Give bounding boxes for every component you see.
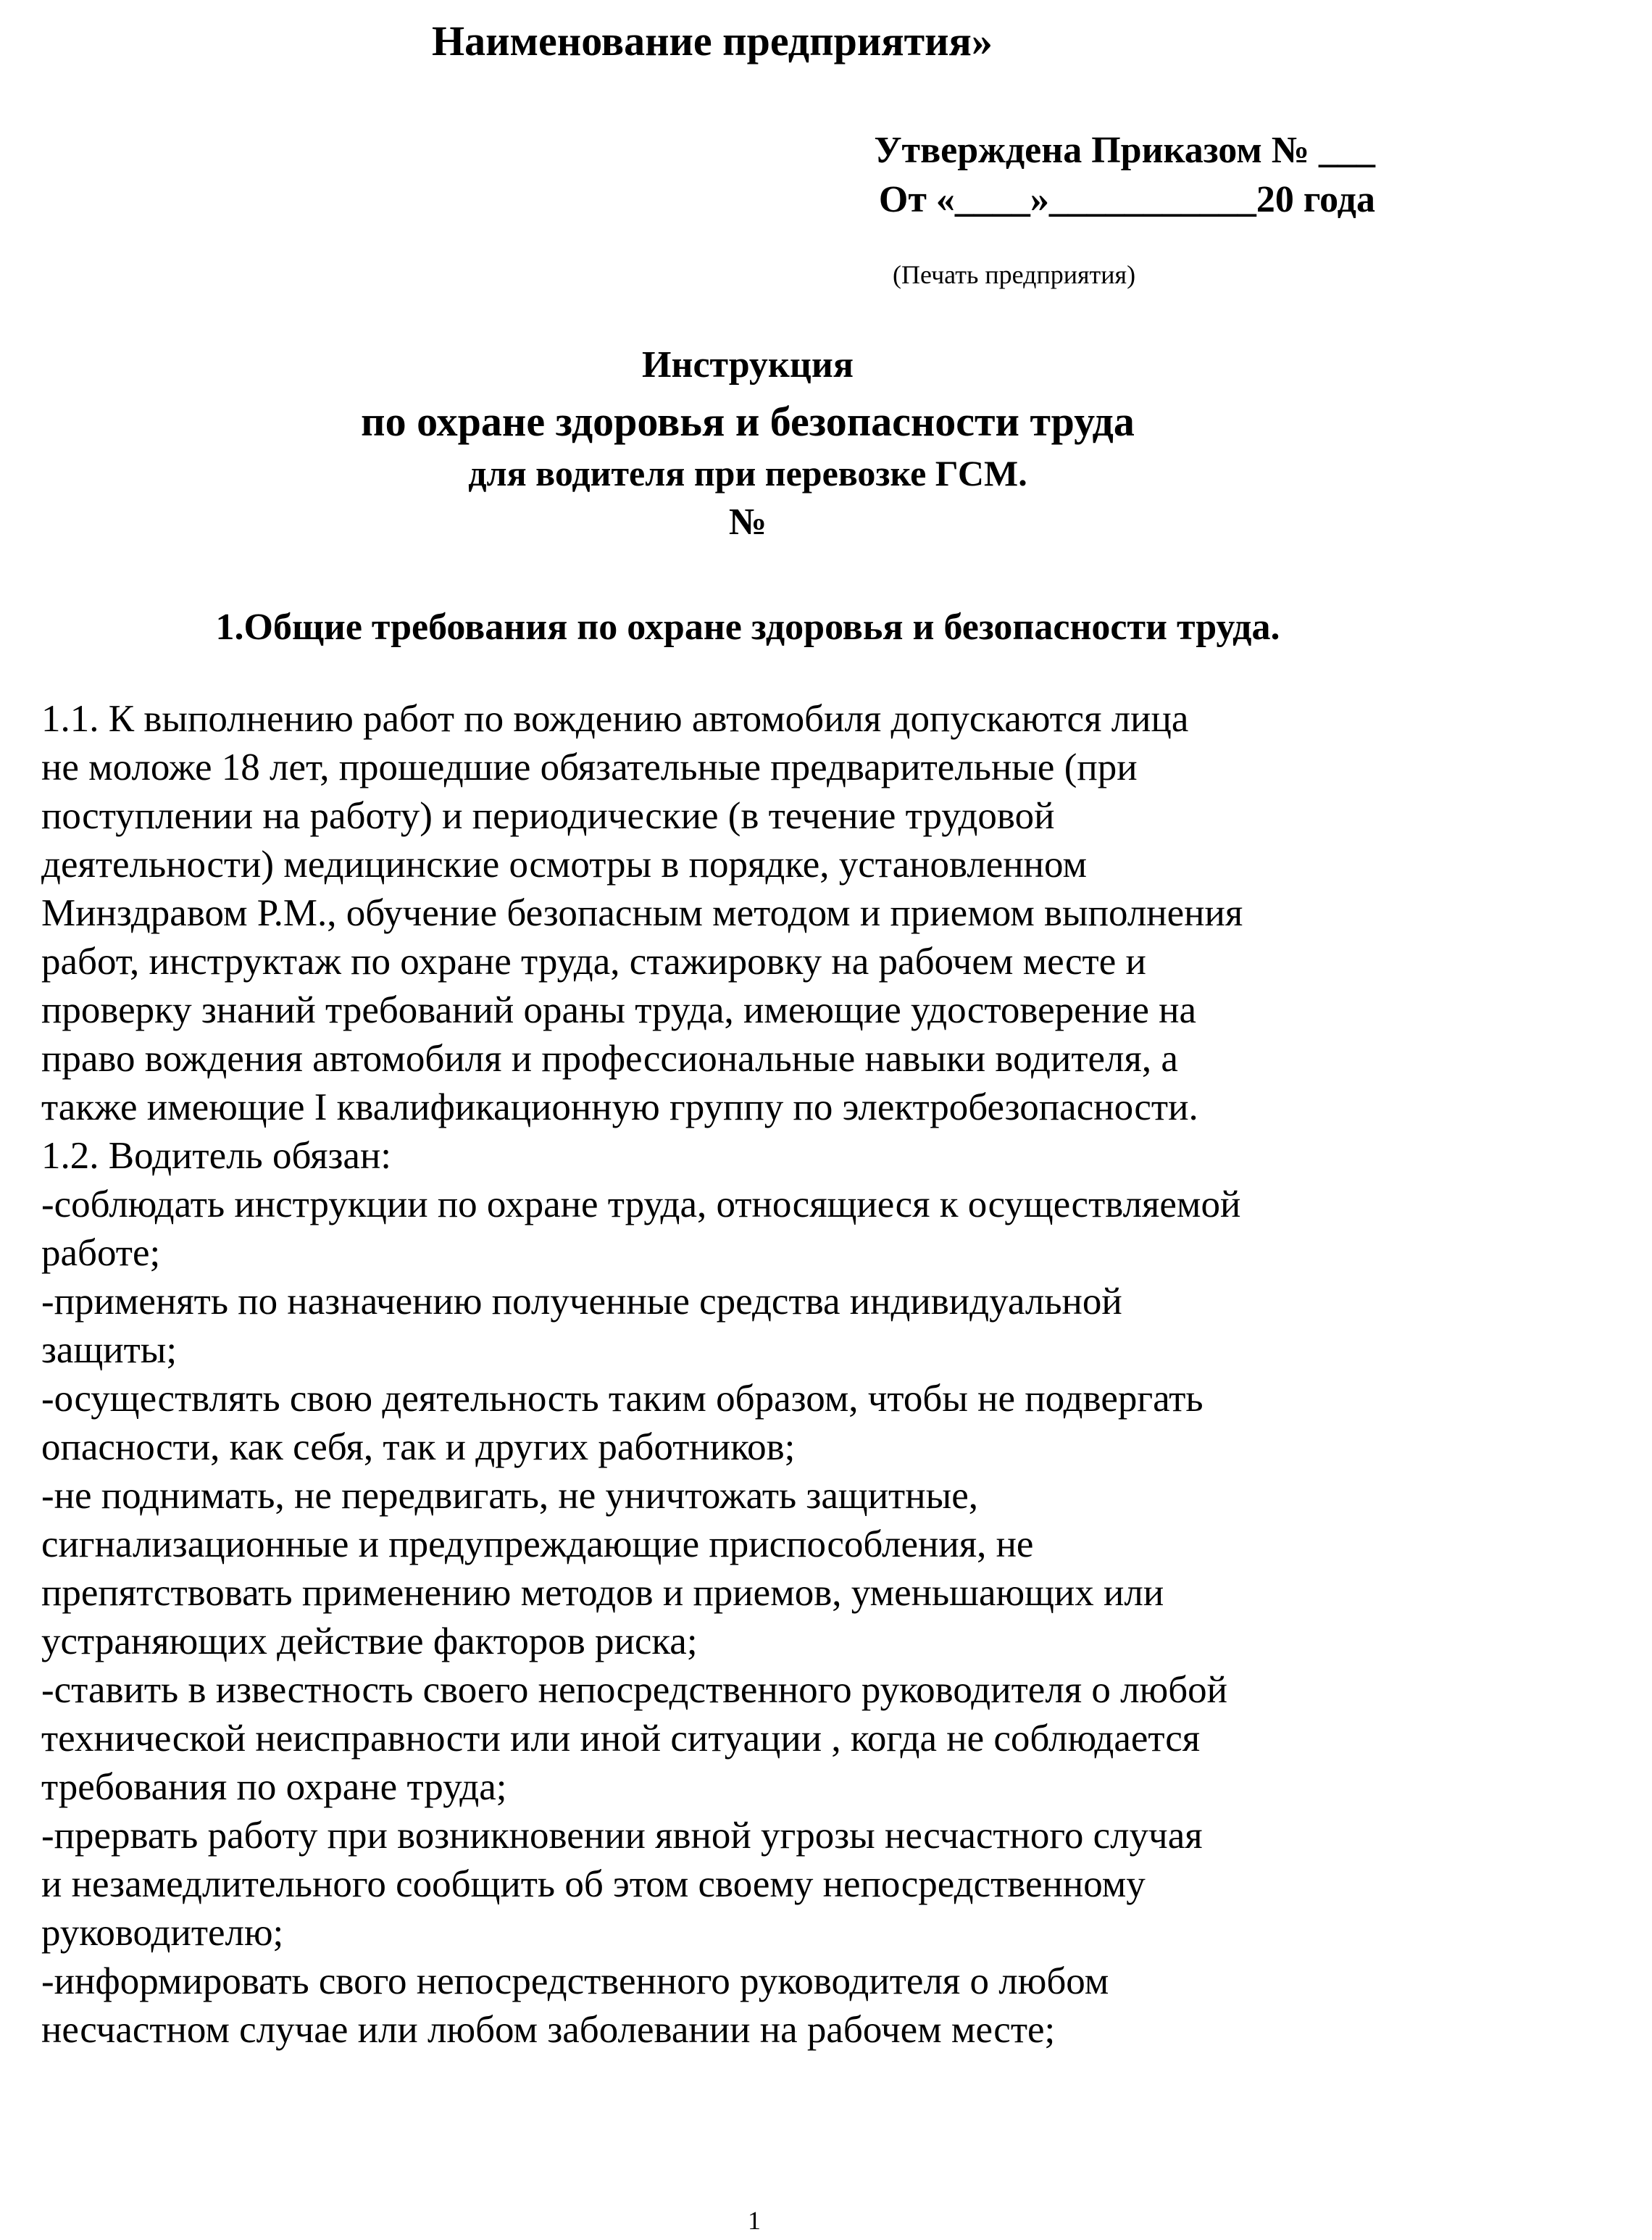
body-line: руководителю; [41,1912,284,1954]
company-name: Наименование предприятия» [432,17,993,64]
body-line: право вождения автомобиля и профессиональные навыки водителя, а [41,1038,1178,1080]
body-line: -применять по назначению полученные средства индивидуальной [41,1281,1122,1323]
body-line: проверку знаний требований ораны труда, имеющие удостоверение на [41,989,1197,1031]
body-line: требования по охране труда; [41,1766,507,1808]
body-line: сигнализационные и предупреждающие приспособления, не [41,1523,1034,1565]
body-line: Минздравом Р.М., обучение безопасным методом и приемом выполнения [41,892,1243,934]
body-line: -прервать работу при возникновении явной угрозы несчастного случая [41,1815,1203,1857]
body-line: 1.2. Водитель обязан: [41,1135,392,1177]
section-heading: 1.Общие требования по охране здоровья и безопасности труда. [215,607,1280,648]
body-line: препятствовать применению методов и приемов, уменьшающих или [41,1572,1164,1614]
body-line: технической неисправности или иной ситуации , когда не соблюдается [41,1718,1201,1760]
body-line: несчастном случае или любом заболевании на рабочем месте; [41,2009,1056,2051]
body-line: -осуществлять свою деятельность таким образом, чтобы не подвергать [41,1378,1203,1420]
body-line: также имеющие I квалификационную группу по электробезопасности. [41,1086,1198,1128]
body-line: опасности, как себя, так и других работников; [41,1426,796,1468]
body-line: работе; [41,1232,161,1274]
body-line: -информировать свого непосредственного руководителя о любом [41,1960,1109,2002]
body-line: защиты; [41,1329,178,1371]
body-line: и незамедлительного сообщить об этом своему непосредственному [41,1863,1146,1905]
doc-subtitle-2: для водителя при перевозке ГСМ. [468,453,1027,494]
approval-line: Утверждена Приказом № ___ [874,130,1375,171]
body-line: деятельности) медицинские осмотры в порядке, установленном [41,844,1088,886]
body-line: 1.1. К выполнению работ по вождению автомобиля допускаются лица [41,698,1189,740]
body-line: не моложе 18 лет, прошедшие обязательные предварительные (при [41,746,1138,788]
body-line: поступлении на работу) и периодические (в течение трудовой [41,795,1055,837]
doc-subtitle: по охране здоровья и безопасности труда [361,398,1135,445]
page-number: 1 [748,2206,761,2235]
body-line: -соблюдать инструкции по охране труда, относящиеся к осуществляемой [41,1183,1241,1225]
body-line: устраняющих действие факторов риска; [41,1620,698,1662]
seal-note: (Печать предприятия) [893,260,1136,289]
body-line: работ, инструктаж по охране труда, стажировку на рабочем месте и [41,941,1146,983]
body-line: -ставить в известность своего непосредственного руководителя о любой [41,1669,1228,1711]
section-body [41,695,1382,2054]
body-line: -не поднимать, не передвигать, не уничтожать защитные, [41,1475,978,1517]
doc-number: № [728,501,767,543]
doc-title: Инструкция [642,344,854,386]
approval-date-line: От «____»___________20 года [878,179,1375,220]
